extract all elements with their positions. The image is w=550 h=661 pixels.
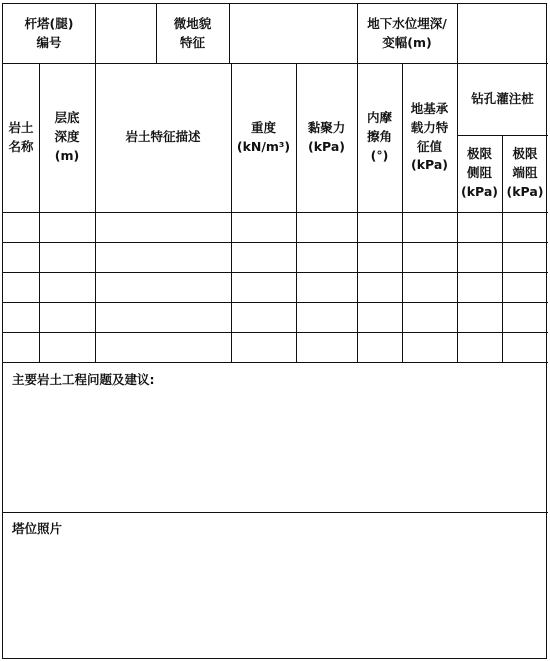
survey-form — [2, 3, 547, 659]
issues-label: 主要岩土工程问题及建议: — [12, 372, 155, 387]
cell-description[interactable] — [95, 302, 231, 332]
cell-layer-depth[interactable] — [39, 302, 95, 332]
cell-friction-angle[interactable] — [357, 302, 402, 332]
cell-side-resistance[interactable] — [457, 332, 502, 362]
col-header-end-resistance: 极限 端阻 (kPa) — [506, 146, 544, 199]
col-header-bearing-capacity: 地基承 载力特 征值 (kPa) — [410, 101, 449, 173]
cell-soil-name[interactable] — [3, 212, 39, 242]
cell-end-resistance[interactable] — [502, 242, 548, 272]
cell-description[interactable] — [95, 272, 231, 302]
tower-id-field[interactable] — [96, 4, 156, 63]
groundwater-label: 地下水位埋深/ 变幅(m) — [367, 15, 447, 50]
cell-bearing-capacity[interactable] — [402, 332, 457, 362]
table-row — [3, 302, 548, 332]
cell-end-resistance[interactable] — [502, 332, 548, 362]
col-header-soil-name: 岩土 名称 — [8, 119, 34, 154]
cell-unit-weight[interactable] — [231, 242, 296, 272]
photo-label: 塔位照片 — [12, 521, 63, 536]
table-row — [3, 272, 548, 302]
cell-unit-weight[interactable] — [231, 332, 296, 362]
cell-end-resistance[interactable] — [502, 272, 548, 302]
col-header-bored-pile: 钻孔灌注桩 — [471, 90, 534, 106]
cell-cohesion[interactable] — [296, 212, 357, 242]
table-bottom-rule — [3, 362, 548, 363]
cell-side-resistance[interactable] — [457, 302, 502, 332]
cell-cohesion[interactable] — [296, 272, 357, 302]
cell-layer-depth[interactable] — [39, 332, 95, 362]
col-header-description: 岩土特征描述 — [125, 129, 201, 145]
cell-layer-depth[interactable] — [39, 212, 95, 242]
col-header-unit-weight: 重度 (kN/m³) — [236, 119, 291, 154]
cell-end-resistance[interactable] — [502, 302, 548, 332]
cell-bearing-capacity[interactable] — [402, 242, 457, 272]
cell-friction-angle[interactable] — [357, 332, 402, 362]
cell-soil-name[interactable] — [3, 332, 39, 362]
table-row — [3, 212, 548, 242]
tower-id-label: 杆塔(腿) 编号 — [24, 15, 74, 50]
landform-label: 微地貌 特征 — [173, 15, 212, 50]
cell-soil-name[interactable] — [3, 302, 39, 332]
cell-unit-weight[interactable] — [231, 272, 296, 302]
cell-soil-name[interactable] — [3, 272, 39, 302]
col-header-cohesion: 黏聚力 (kPa) — [307, 119, 346, 154]
cell-friction-angle[interactable] — [357, 272, 402, 302]
table-row — [3, 242, 548, 272]
issues-content-field[interactable] — [3, 394, 548, 512]
col-header-friction-angle: 内摩 擦角 (°) — [366, 110, 392, 163]
cell-friction-angle[interactable] — [357, 212, 402, 242]
cell-cohesion[interactable] — [296, 242, 357, 272]
cell-end-resistance[interactable] — [502, 212, 548, 242]
cell-cohesion[interactable] — [296, 302, 357, 332]
cell-side-resistance[interactable] — [457, 272, 502, 302]
photo-area[interactable] — [3, 544, 548, 657]
cell-side-resistance[interactable] — [457, 242, 502, 272]
cell-unit-weight[interactable] — [231, 212, 296, 242]
cell-layer-depth[interactable] — [39, 272, 95, 302]
col-header-layer-depth: 层底 深度 (m) — [54, 110, 80, 163]
col-header-side-resistance: 极限 侧阻 (kPa) — [461, 146, 498, 199]
cell-description[interactable] — [95, 332, 231, 362]
groundwater-field[interactable] — [458, 4, 548, 63]
table-row — [3, 332, 548, 362]
cell-soil-name[interactable] — [3, 242, 39, 272]
cell-description[interactable] — [95, 242, 231, 272]
landform-field[interactable] — [230, 4, 357, 63]
cell-bearing-capacity[interactable] — [402, 272, 457, 302]
cell-side-resistance[interactable] — [457, 212, 502, 242]
cell-bearing-capacity[interactable] — [402, 302, 457, 332]
issues-bottom-rule — [3, 512, 548, 513]
cell-cohesion[interactable] — [296, 332, 357, 362]
cell-friction-angle[interactable] — [357, 242, 402, 272]
cell-bearing-capacity[interactable] — [402, 212, 457, 242]
cell-layer-depth[interactable] — [39, 242, 95, 272]
cell-description[interactable] — [95, 212, 231, 242]
cell-unit-weight[interactable] — [231, 302, 296, 332]
